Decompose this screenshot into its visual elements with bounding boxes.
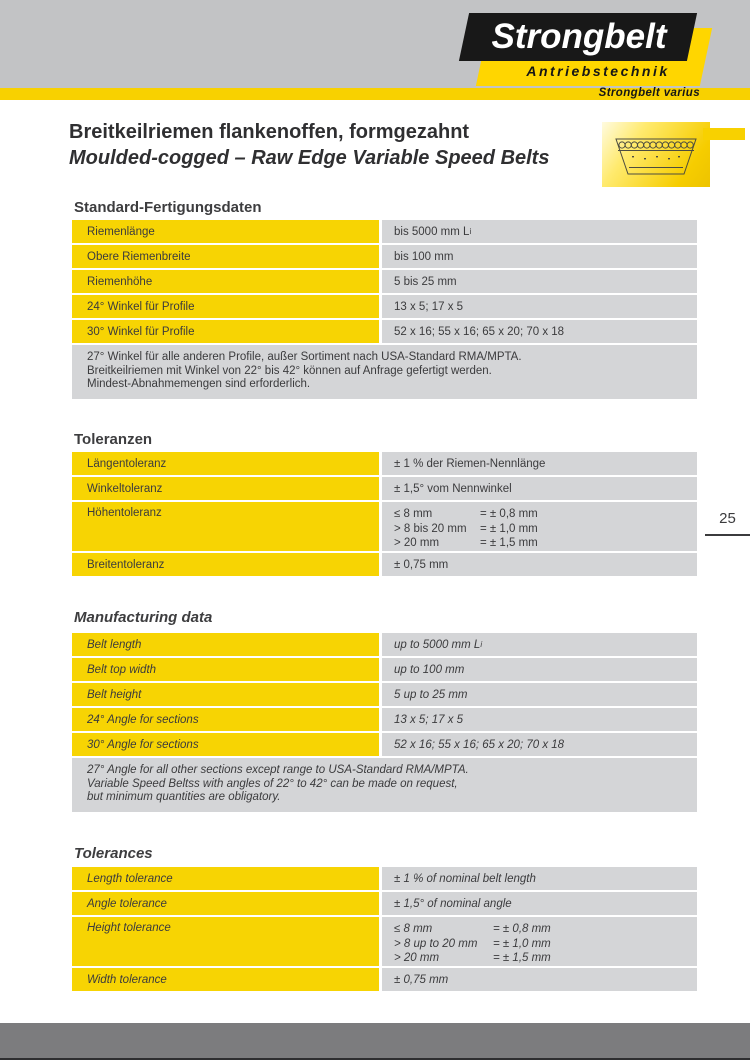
row-value: ± 1,5° of nominal angle: [382, 892, 697, 915]
row-value: 52 x 16; 55 x 16; 65 x 20; 70 x 18: [382, 320, 697, 343]
section-heading: Manufacturing data: [74, 609, 213, 626]
row-value: ± 0,75 mm: [382, 553, 697, 576]
right-edge-yellow-tab: [703, 128, 745, 140]
table-row: [72, 220, 697, 243]
row-value: up to 5000 mm L i: [382, 633, 697, 656]
table-row: [72, 477, 697, 500]
table-row: [72, 708, 697, 731]
row-value: bis 5000 mm L i: [382, 220, 697, 243]
row-value: ± 1 % der Riemen-Nennlänge: [382, 452, 697, 475]
series-label: Strongbelt varius: [598, 87, 700, 99]
table-row: [72, 633, 697, 656]
table-row: [72, 295, 697, 318]
table-row: [72, 917, 697, 966]
row-value: 52 x 16; 55 x 16; 65 x 20; 70 x 18: [382, 733, 697, 756]
table-row: [72, 968, 697, 991]
row-value: ± 0,75 mm: [382, 968, 697, 991]
section-heading: Toleranzen: [74, 431, 153, 448]
table-row: [72, 502, 697, 551]
page-title-english: Moulded-cogged – Raw Edge Variable Speed Belts: [69, 147, 550, 169]
row-value: 5 up to 25 mm: [382, 683, 697, 706]
row-label: Riemenhöhe: [72, 270, 379, 293]
row-label: Höhentoleranz: [72, 502, 379, 551]
page-title-german: Breitkeilriemen flankenoffen, formgezahnt: [69, 121, 470, 143]
row-label: Winkeltoleranz: [72, 477, 379, 500]
row-label: Breitentoleranz: [72, 553, 379, 576]
cogged-belt-cross-section-icon: [602, 122, 710, 187]
row-label: Riemenlänge: [72, 220, 379, 243]
brand-tagline: Antriebstechnik: [526, 63, 670, 79]
row-label: Belt height: [72, 683, 379, 706]
row-label: Length tolerance: [72, 867, 379, 890]
row-label: 24° Winkel für Profile: [72, 295, 379, 318]
section-manufacturing-data: [72, 610, 697, 812]
section-heading: Tolerances: [74, 845, 153, 862]
page-title: [69, 119, 609, 171]
row-label: Längentoleranz: [72, 452, 379, 475]
section-heading: Standard-Fertigungsdaten: [74, 199, 262, 216]
footnote-english: 27° Angle for all other sections except range to USA-Standard RMA/MPTA. Variable Speed Beltss with angles of 22° to 42° can be made on request, but minimum quantities are obligatory.: [72, 758, 697, 812]
row-value: ≤ 8 mm = ± 0,8 mm > 8 up to 20 mm = ± 1,0 mm > 20 mm = ± 1,5 mm: [382, 917, 697, 966]
brand-logo: Strongbelt: [491, 17, 667, 56]
row-value: ± 1,5° vom Nennwinkel: [382, 477, 697, 500]
page-number: 25: [719, 510, 736, 527]
footnote-german: 27° Winkel für alle anderen Profile, außer Sortiment nach USA-Standard RMA/MPTA. Breitkeilriemen mit Winkel von 22° bis 42° können auf Anfrage gefertigt werden. Mindest-Abnahmemengen sind erforderlich.: [72, 345, 697, 399]
row-value: bis 100 mm: [382, 245, 697, 268]
row-label: 24° Angle for sections: [72, 708, 379, 731]
table-row: [72, 245, 697, 268]
row-label: 30° Angle for sections: [72, 733, 379, 756]
row-label: Angle tolerance: [72, 892, 379, 915]
footer-bar: [0, 1023, 750, 1058]
row-value: 13 x 5; 17 x 5: [382, 295, 697, 318]
row-label: Belt top width: [72, 658, 379, 681]
table-row: [72, 658, 697, 681]
table-row: [72, 553, 697, 576]
subscript: i: [469, 227, 472, 236]
row-value: ≤ 8 mm = ± 0,8 mm > 8 bis 20 mm = ± 1,0 mm > 20 mm = ± 1,5 mm: [382, 502, 697, 551]
table-row: [72, 892, 697, 915]
table-row: [72, 270, 697, 293]
table-row: [72, 683, 697, 706]
row-label: Height tolerance: [72, 917, 379, 966]
row-label: Obere Riemenbreite: [72, 245, 379, 268]
row-value: ± 1 % of nominal belt length: [382, 867, 697, 890]
page-number-underline: [705, 534, 750, 536]
belt-image-box: [602, 122, 710, 187]
table-row: [72, 867, 697, 890]
row-label: Belt length: [72, 633, 379, 656]
section-tolerances: [72, 846, 697, 993]
section-standard-fertigungsdaten: [72, 200, 697, 399]
table-row: [72, 452, 697, 475]
row-value: 5 bis 25 mm: [382, 270, 697, 293]
row-label: 30° Winkel für Profile: [72, 320, 379, 343]
subscript: i: [480, 640, 483, 649]
section-toleranzen: [72, 432, 697, 578]
row-label: Width tolerance: [72, 968, 379, 991]
row-value: 13 x 5; 17 x 5: [382, 708, 697, 731]
row-value: up to 100 mm: [382, 658, 697, 681]
table-row: [72, 733, 697, 756]
table-row: [72, 320, 697, 343]
